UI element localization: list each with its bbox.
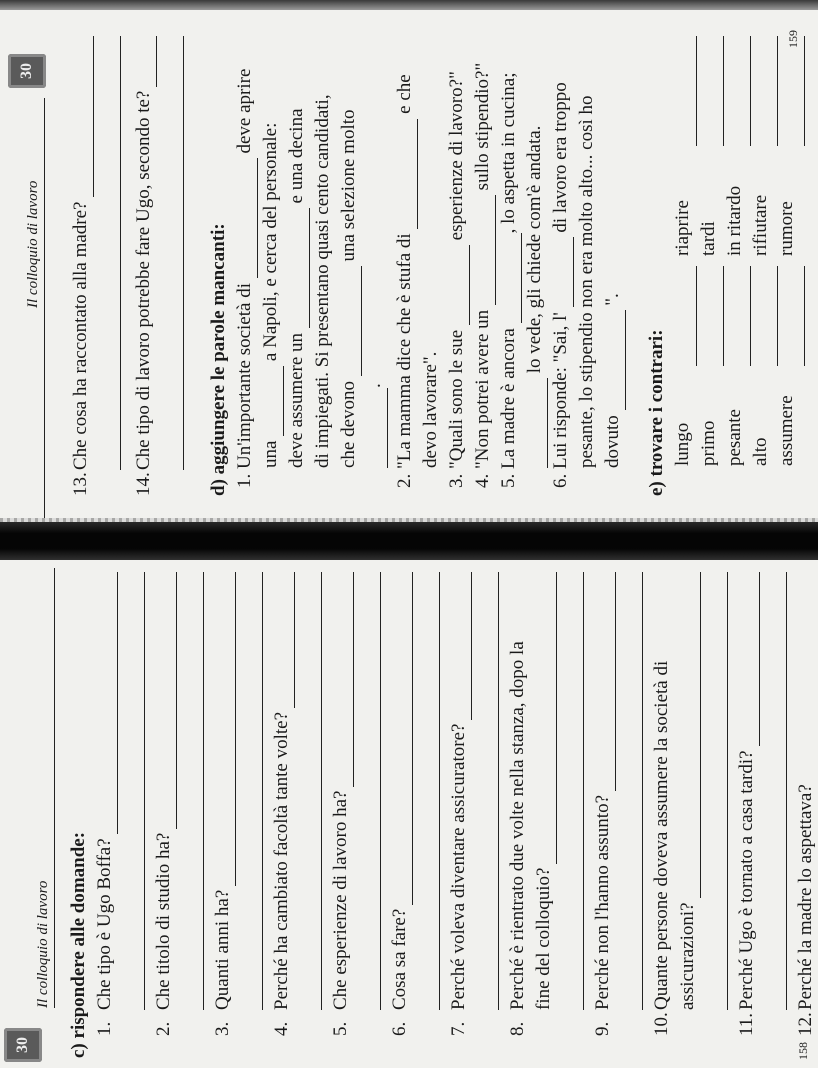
fill-item-6: 6. Lui risponde: "Sai, l' di lavoro era troppo pesante, lo stipendio non era molto alto... così ho dovuto ". bbox=[548, 36, 626, 488]
book-gutter bbox=[0, 522, 818, 560]
opposites-table bbox=[670, 36, 805, 466]
fill-item-1: 1. Un'importante società di deve aprire una a Napoli, e cerca del personale: deve assumere un e una decina di impiegati. Si presentano quasi cento candidati, che devono una selezione molto . bbox=[232, 36, 388, 488]
question-6: 6. Cosa sa fare? bbox=[387, 572, 413, 1036]
answer-blank[interactable] bbox=[800, 572, 818, 780]
answer-line[interactable] bbox=[472, 572, 499, 1010]
answer-blank[interactable] bbox=[682, 572, 701, 898]
chapter-badge: 30 bbox=[8, 54, 46, 88]
running-head: Il colloquio di lavoro bbox=[35, 880, 51, 1008]
page-number: 159 bbox=[786, 30, 800, 48]
question-7: 7. Perché voleva diventare assicuratore? bbox=[446, 572, 472, 1036]
answer-line[interactable] bbox=[557, 572, 584, 1010]
page-number: 158 bbox=[796, 1042, 810, 1060]
question-13: 13. Che cosa ha raccontato alla madre? bbox=[68, 36, 94, 496]
word: primo bbox=[698, 420, 719, 466]
answer-line[interactable] bbox=[751, 36, 778, 146]
page-158 bbox=[0, 562, 818, 1068]
section-c-title: c) rispondere alle domande: bbox=[68, 831, 89, 1058]
running-head-rule bbox=[44, 98, 45, 518]
word: pesante bbox=[724, 409, 745, 466]
word: rumore bbox=[776, 201, 797, 256]
blank[interactable] bbox=[343, 266, 362, 376]
section-e-title: e) trovare i contrari: bbox=[646, 329, 667, 496]
running-head-rule bbox=[54, 568, 55, 1008]
question-9: 9. Perché non l'hanno assunto? bbox=[590, 572, 616, 1036]
question-1: 1. Che tipo è Ugo Boffa? bbox=[92, 572, 118, 1036]
word: alto bbox=[750, 437, 771, 466]
answer-line[interactable] bbox=[724, 266, 751, 366]
blank[interactable] bbox=[239, 158, 258, 278]
fill-item-2: 2. "La mamma dice che è stufa di e che devo lavorare". bbox=[394, 74, 441, 488]
answer-line[interactable] bbox=[697, 266, 724, 366]
answer-blank[interactable] bbox=[276, 572, 295, 708]
answer-line[interactable] bbox=[354, 572, 381, 1010]
question-11: 11. Perché Ugo è tornato a casa tardi? bbox=[734, 572, 760, 1036]
blank[interactable] bbox=[529, 378, 548, 468]
answer-line[interactable] bbox=[724, 36, 751, 146]
word: riaprire bbox=[672, 200, 693, 256]
blank[interactable] bbox=[399, 119, 418, 229]
answer-line[interactable] bbox=[751, 266, 778, 366]
answer-line[interactable] bbox=[157, 36, 184, 470]
answer-blank[interactable] bbox=[99, 572, 118, 834]
answer-line[interactable] bbox=[118, 572, 145, 1010]
answer-blank[interactable] bbox=[741, 572, 760, 746]
answer-line[interactable] bbox=[701, 572, 728, 1010]
answer-line[interactable] bbox=[778, 266, 805, 366]
scan-top-edge bbox=[0, 0, 818, 10]
question-4: 4. Perché ha cambiato facoltà tante volte? bbox=[269, 572, 295, 1036]
blank[interactable] bbox=[369, 388, 388, 468]
question-2: 2. Che titolo di studio ha? bbox=[151, 572, 177, 1036]
answer-line[interactable] bbox=[778, 36, 805, 146]
blank[interactable] bbox=[451, 245, 470, 325]
answer-line[interactable] bbox=[760, 572, 787, 1010]
answer-blank[interactable] bbox=[394, 572, 413, 905]
blank[interactable] bbox=[477, 195, 496, 305]
answer-line[interactable] bbox=[697, 36, 724, 146]
answer-line[interactable] bbox=[413, 572, 440, 1010]
fill-item-5: 5. La madre è ancora , lo aspetta in cucina; lo vede, gli chiede com'è andata. bbox=[496, 36, 548, 488]
question-5: 5. Che esperienze di lavoro ha? bbox=[328, 572, 354, 1036]
blank[interactable] bbox=[291, 208, 310, 328]
chapter-badge: 30 bbox=[4, 1028, 42, 1062]
section-d-title: d) aggiungere le parole mancanti: bbox=[208, 223, 229, 496]
answer-line[interactable] bbox=[670, 36, 697, 146]
question-list: 1. Che tipo è Ugo Boffa? 2. Che titolo di studio ha? 3. Quanti anni ha? 4. Perché ha cambiato facoltà tante volte? 5. Che esperienze di lavoro ha? 6. Cosa sa fare? 7. Perché voleva diventare assicuratore? 8. Perché è rientrato due volte nella stanza, dopo la fine del colloquio? 9. Perché non l'hanno assunto? 10. Quante persone doveva assumere la società di assicurazioni? 11. Perché Ugo è tornato a casa tardi? 12. Perché la madre lo aspettava? bbox=[92, 572, 818, 1036]
answer-blank[interactable] bbox=[453, 572, 472, 720]
blank[interactable] bbox=[555, 237, 574, 307]
fill-item-4: 4. "Non potrei avere un sullo stipendio?" bbox=[470, 36, 496, 488]
question-14: 14. Che tipo di lavoro potrebbe fare Ugo, secondo te? bbox=[131, 36, 157, 496]
blank[interactable] bbox=[503, 233, 522, 323]
blank[interactable] bbox=[607, 310, 626, 410]
answer-blank[interactable] bbox=[75, 36, 94, 198]
answer-blank[interactable] bbox=[538, 572, 557, 864]
question-3: 3. Quanti anni ha? bbox=[210, 572, 236, 1036]
answer-blank[interactable] bbox=[335, 572, 354, 787]
question-10: 10. Quante persone doveva assumere la società di bbox=[651, 660, 672, 1036]
answer-blank[interactable] bbox=[138, 36, 157, 87]
question-8: 8. Perché è rientrato due volte nella stanza, dopo la bbox=[507, 641, 528, 1036]
answer-line[interactable] bbox=[94, 36, 121, 470]
word: rifiutare bbox=[750, 194, 771, 256]
running-head: Il colloquio di lavoro bbox=[25, 180, 41, 308]
question-12: 12. Perché la madre lo aspettava? bbox=[793, 572, 818, 1036]
blank[interactable] bbox=[265, 366, 284, 436]
fill-item-3: 3. "Quali sono le sue esperienze di lavoro?" bbox=[444, 36, 470, 488]
answer-blank[interactable] bbox=[158, 572, 177, 829]
answer-line[interactable] bbox=[177, 572, 204, 1010]
answer-blank[interactable] bbox=[597, 572, 616, 791]
answer-line[interactable] bbox=[236, 572, 263, 1010]
word: lungo bbox=[672, 422, 693, 466]
word: in ritardo bbox=[724, 185, 745, 256]
answer-blank[interactable] bbox=[217, 572, 236, 886]
page-159 bbox=[0, 12, 818, 518]
answer-line[interactable] bbox=[616, 572, 643, 1010]
word: tardi bbox=[698, 221, 719, 256]
word: assumere bbox=[776, 395, 797, 466]
answer-line[interactable] bbox=[295, 572, 322, 1010]
answer-line[interactable] bbox=[670, 266, 697, 366]
